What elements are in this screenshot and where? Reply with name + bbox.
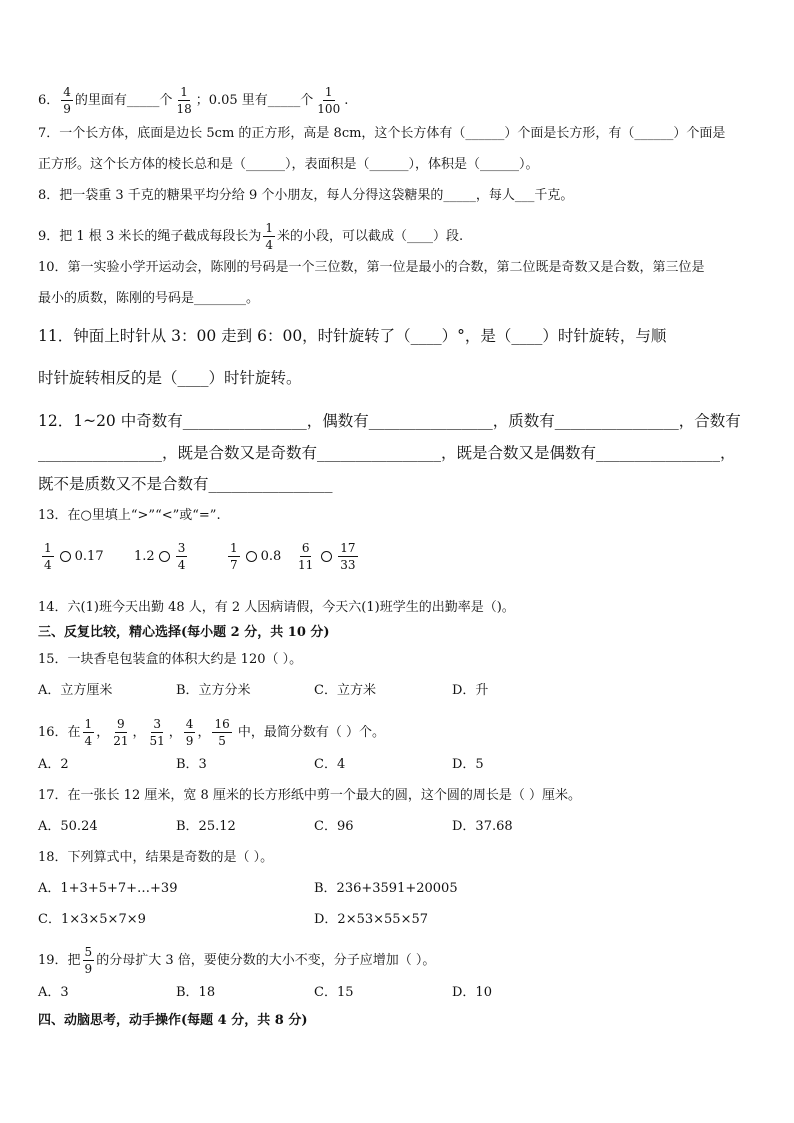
option-d[interactable]: D．10 [452, 985, 492, 1000]
question-7-line-2: 正方形。这个长方体的棱长总和是（______），表面积是（______），体积是（______）。 [38, 157, 539, 172]
fraction: $\frac{9}{21}$ [113, 717, 129, 748]
circle-blank[interactable] [60, 551, 71, 562]
option-b[interactable]: B．立方分米 [176, 683, 251, 698]
section-3-title: 三、反复比较，精心选择(每小题 2 分，共 10 分) [38, 625, 330, 640]
fraction: $\frac{1}{4}$ [265, 221, 273, 252]
fraction: $\frac{1}{18}$ [176, 85, 192, 116]
question-14: 14．六(1)班今天出勤 48 人，有 2 人因病请假，今天六(1)班学生的出勤率是（)。 [38, 600, 515, 615]
question-11-line-2: 时针旋转相反的是（____）时针旋转。 [38, 369, 302, 387]
compare-item-3: $\frac{1}{7}$ 0.8 [230, 541, 282, 572]
question-19: 19．把 $\frac{5}{9}$ 的分母扩大 3 倍，要使分数的大小不变，分子应增加（ ）。 [38, 945, 436, 976]
option-c[interactable]: C．1×3×5×7×9 [38, 912, 146, 927]
fraction: $\frac{4}{9}$ [185, 717, 194, 748]
question-12-line-3: 既不是质数又不是合数有________________ [38, 475, 333, 493]
compare-item-1: $\frac{1}{4}$ 0.17 [44, 541, 104, 572]
section-4-title: 四、动脑思考，动手操作(每题 4 分，共 8 分) [38, 1013, 308, 1028]
circle-blank[interactable] [246, 551, 257, 562]
option-b[interactable]: B．25.12 [176, 819, 236, 834]
option-a[interactable]: A．3 [38, 985, 69, 1000]
option-d[interactable]: D．5 [452, 757, 484, 772]
question-15: 15．一块香皂包装盒的体积大约是 120（ ）。 [38, 652, 303, 667]
option-a[interactable]: A．50.24 [38, 819, 98, 834]
fraction: $\frac{5}{9}$ [84, 945, 93, 976]
option-c[interactable]: C．4 [314, 757, 346, 772]
question-10-line-2: 最小的质数，陈刚的号码是________。 [38, 291, 260, 306]
circle-blank[interactable] [159, 551, 170, 562]
option-b[interactable]: B．3 [176, 757, 207, 772]
circle-blank[interactable] [321, 551, 332, 562]
fraction: $\frac{4}{9}$ [63, 85, 71, 116]
fraction: $\frac{1}{4}$ [84, 717, 93, 748]
question-16: 16．在 $\frac{1}{4}$ ， $\frac{9}{21}$ ， $\frac{3}{51}$ ， $\frac{4}{9}$ ， $\frac{16}{5}$ 中，最简分数有（ ）个。 [38, 717, 385, 748]
option-c[interactable]: C．15 [314, 985, 354, 1000]
question-11-line-1: 11．钟面上时针从 3：00 走到 6：00，时针旋转了（____）°，是（____）时针旋转，与顺 [38, 327, 667, 345]
question-13: 13．在○里填上“>”“<”或“=”. [38, 508, 221, 523]
option-a[interactable]: A．立方厘米 [38, 683, 113, 698]
question-18: 18．下列算式中，结果是奇数的是（ ）。 [38, 850, 274, 865]
question-9: 9．把 1 根 3 米长的绳子截成每段长为 $\frac{1}{4}$ 米的小段，可以截成（____）段. [38, 221, 464, 252]
fraction: $\frac{1}{100}$ [317, 85, 341, 116]
option-d[interactable]: D．升 [452, 683, 489, 698]
option-d[interactable]: D．2×53×55×57 [314, 912, 428, 927]
option-c[interactable]: C．96 [314, 819, 354, 834]
compare-item-2: 1.2 $\frac{3}{4}$ [134, 541, 186, 572]
question-6: 6． $\frac{4}{9}$ 的里面有_____个 $\frac{1}{18}$ ；0.05 里有_____个 $\frac{1}{100}$ . [38, 85, 349, 116]
option-b[interactable]: B．18 [176, 985, 216, 1000]
question-8: 8．把一袋重 3 千克的糖果平均分给 9 个小朋友，每人分得这袋糖果的_____，每人___千克。 [38, 188, 574, 203]
option-c[interactable]: C．立方米 [314, 683, 376, 698]
question-12-line-2: ________________，既是合数又是奇数有________________，既是合数又是偶数有________________， [38, 444, 736, 462]
fraction: $\frac{3}{51}$ [149, 717, 165, 748]
compare-item-4: $\frac{6}{11}$ $\frac{17}{33}$ [298, 541, 356, 572]
option-a[interactable]: A．2 [38, 757, 69, 772]
option-a[interactable]: A．1+3+5+7+…+39 [38, 881, 178, 896]
option-b[interactable]: B．236+3591+20005 [314, 881, 458, 896]
question-10-line-1: 10．第一实验小学开运动会，陈刚的号码是一个三位数，第一位是最小的合数，第二位既是奇数又是合数，第三位是 [38, 260, 705, 275]
question-17: 17．在一张长 12 厘米，宽 8 厘米的长方形纸中剪一个最大的圆，这个圆的周长是（ ）厘米。 [38, 788, 582, 803]
question-12-line-1: 12．1~20 中奇数有________________，偶数有________________，质数有________________，合数有 [38, 412, 741, 430]
option-d[interactable]: D．37.68 [452, 819, 513, 834]
fraction: $\frac{16}{5}$ [214, 717, 230, 748]
question-7-line-1: 7．一个长方体，底面是边长 5cm 的正方形，高是 8cm，这个长方体有（______）个面是长方形，有（______）个面是 [38, 126, 726, 141]
